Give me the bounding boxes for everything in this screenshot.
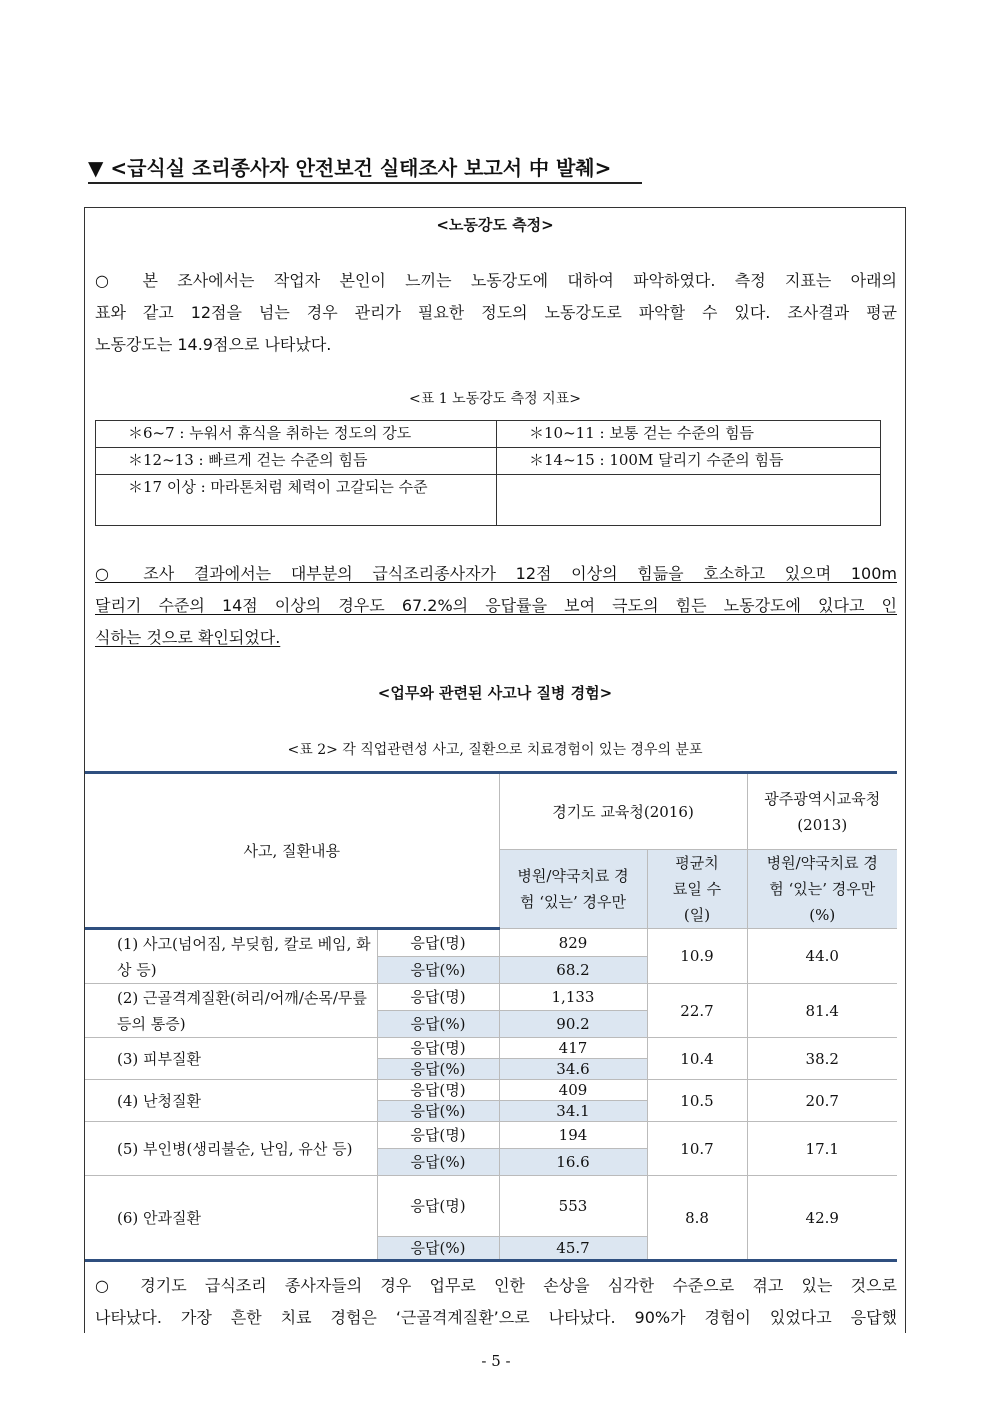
resp-count-label: 응답(명): [377, 1176, 499, 1237]
paragraph-survey-result: [95, 558, 897, 654]
resp-count-label: 응답(명): [377, 984, 499, 1011]
table1-cell: ＊6~7 : 누워서 휴식을 취하는 정도의 강도: [96, 421, 497, 448]
labor-index-table: [95, 420, 881, 526]
resp-count: 194: [499, 1122, 647, 1149]
gwangju-pct: 44.0: [747, 929, 897, 984]
row-label: (4) 난청질환: [117, 1091, 201, 1110]
resp-count: 409: [499, 1080, 647, 1101]
gwangju-pct: 38.2: [747, 1038, 897, 1080]
document-heading: ▼ <급식실 조리종사자 안전보건 실태조사 보고서 中 발췌>: [88, 152, 642, 184]
resp-count-label: 응답(명): [377, 929, 499, 957]
header-avg-days: 평균치료일 수(일): [647, 850, 747, 929]
resp-pct: 16.6: [499, 1149, 647, 1176]
resp-pct-label: 응답(%): [377, 957, 499, 984]
header-gyeonggi: 경기도 교육청(2016): [499, 773, 747, 850]
row-label: (5) 부인병(생리불순, 난임, 유산 등): [117, 1139, 353, 1158]
table1-cell: [497, 475, 881, 526]
table1-cell: ＊17 이상 : 마라톤처럼 체력이 고갈되는 수준: [96, 475, 497, 526]
row-label: (6) 안과질환: [117, 1208, 201, 1227]
header-treatment: 병원/약국치료 경험 ‘있는’ 경우만: [499, 850, 647, 929]
content-box: [84, 207, 906, 1333]
resp-count: 553: [499, 1176, 647, 1237]
text-line: 나타났다. 가장 흔한 치료 경험은 ‘근골격계질환’으로 나타났다. 90%가 경험이 있었다고 응답했: [95, 1308, 897, 1327]
section-title-labor-intensity: <노동강도 측정>: [436, 216, 554, 234]
paragraph-labor-intro: [95, 265, 897, 361]
avg-days: 10.4: [647, 1038, 747, 1080]
avg-days: 10.5: [647, 1080, 747, 1122]
header-gwangju: 광주광역시교육청(2013): [747, 773, 897, 850]
row-label: (1) 사고(넘어짐, 부딪힘, 칼로 베임, 화상 등): [117, 934, 371, 979]
section-title-accidents: <업무와 관련된 사고나 질병 경험>: [377, 684, 613, 702]
gwangju-pct: 42.9: [747, 1176, 897, 1261]
resp-pct: 34.1: [499, 1101, 647, 1122]
avg-days: 10.7: [647, 1122, 747, 1176]
resp-pct-label: 응답(%): [377, 1237, 499, 1261]
table2-caption: <표 2> 각 직업관련성 사고, 질환으로 치료경험이 있는 경우의 분포: [287, 742, 703, 758]
resp-pct: 90.2: [499, 1011, 647, 1038]
avg-days: 22.7: [647, 984, 747, 1038]
resp-count-label: 응답(명): [377, 1038, 499, 1059]
accident-disease-table: [85, 771, 897, 1262]
resp-pct: 68.2: [499, 957, 647, 984]
row-label: (3) 피부질환: [117, 1049, 201, 1068]
text-line: ○ 조사 결과에서는 대부분의 급식조리종사자가 12점 이상의 힘듦을 호소하고 있으며 100m: [95, 564, 897, 583]
resp-count-label: 응답(명): [377, 1122, 499, 1149]
table1-caption: <표 1 노동강도 측정 지표>: [409, 391, 581, 407]
resp-pct: 45.7: [499, 1237, 647, 1261]
text-line: 노동강도는 14.9점으로 나타났다.: [95, 335, 332, 354]
table1-cell: ＊14~15 : 100M 달리기 수준의 힘듬: [497, 448, 881, 475]
text-line: ○ 본 조사에서는 작업자 본인이 느끼는 노동강도에 대하여 파악하였다. 측정 지표는 아래의: [95, 271, 897, 290]
text-line: ○ 경기도 급식조리 종사자들의 경우 업무로 인한 손상을 심각한 수준으로 겪고 있는 것으로: [95, 1276, 897, 1295]
header-gwangju-treatment: 병원/약국치료 경험 ‘있는’ 경우만(%): [747, 850, 897, 929]
avg-days: 10.9: [647, 929, 747, 984]
resp-pct-label: 응답(%): [377, 1101, 499, 1122]
row-label: (2) 근골격계질환(허리/어깨/손목/무릎 등의 통증): [117, 988, 367, 1033]
table1-cell: ＊10~11 : 보통 걷는 수준의 힘듬: [497, 421, 881, 448]
resp-pct: 34.6: [499, 1059, 647, 1080]
gwangju-pct: 17.1: [747, 1122, 897, 1176]
avg-days: 8.8: [647, 1176, 747, 1261]
resp-count-label: 응답(명): [377, 1080, 499, 1101]
header-row-label: 사고, 질환내용: [85, 773, 499, 929]
page-number: - 5 -: [481, 1352, 511, 1370]
text-line: 달리기 수준의 14점 이상의 경우도 67.2%의 응답률을 보여 극도의 힘든 노동강도에 있다고 인: [95, 596, 897, 615]
resp-pct-label: 응답(%): [377, 1149, 499, 1176]
table1-cell: ＊12~13 : 빠르게 걷는 수준의 힘듬: [96, 448, 497, 475]
gwangju-pct: 20.7: [747, 1080, 897, 1122]
paragraph-gyeonggi-summary: [95, 1270, 897, 1334]
resp-pct-label: 응답(%): [377, 1059, 499, 1080]
gwangju-pct: 81.4: [747, 984, 897, 1038]
text-line: 식하는 것으로 확인되었다.: [95, 628, 281, 647]
resp-pct-label: 응답(%): [377, 1011, 499, 1038]
text-line: 표와 같고 12점을 넘는 경우 관리가 필요한 정도의 노동강도로 파악할 수 있다. 조사결과 평균: [95, 303, 897, 322]
resp-count: 1,133: [499, 984, 647, 1011]
resp-count: 417: [499, 1038, 647, 1059]
resp-count: 829: [499, 929, 647, 957]
